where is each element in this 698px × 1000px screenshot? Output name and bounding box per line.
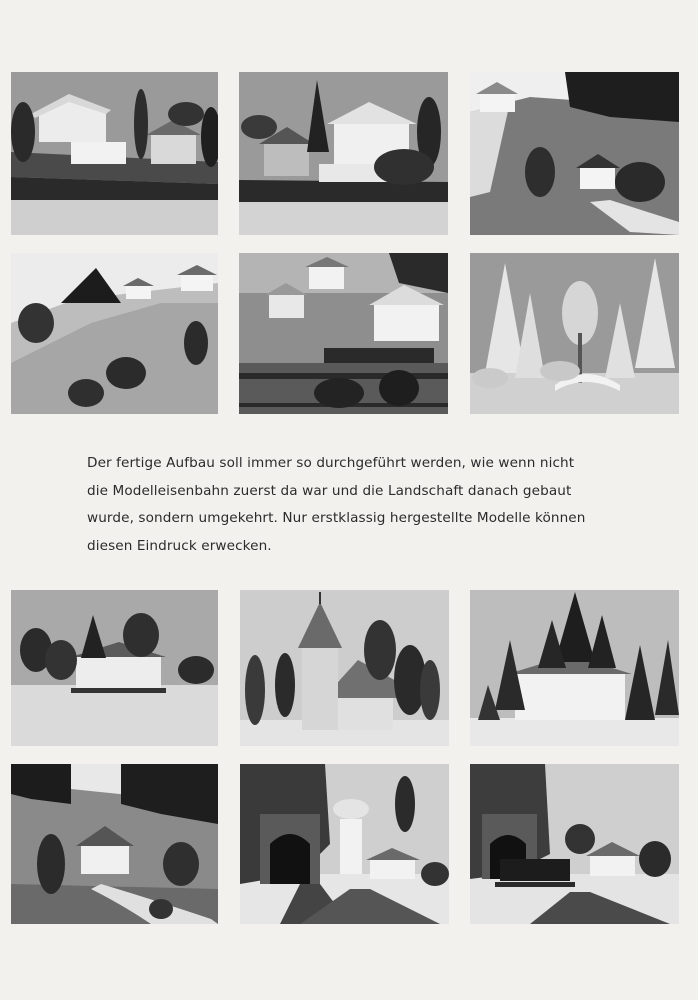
photo-snowy-trees-bridge	[470, 253, 679, 414]
photo-church	[240, 590, 449, 746]
caption-line: die Modelleisenbahn zuerst da war und die Landschaft danach gebaut	[87, 482, 572, 499]
caption-text	[87, 450, 627, 560]
photo-farmhouse-with-trees	[11, 590, 218, 746]
photo-house-on-hill	[11, 764, 218, 924]
photo-hillside-houses	[470, 72, 679, 235]
photo-chalet-with-firs	[470, 590, 679, 746]
caption-line: Der fertige Aufbau soll immer so durchgeführt werden, wie wenn nicht	[87, 455, 575, 471]
photo-villa-with-trees	[239, 72, 448, 235]
photo-houses-on-base	[11, 72, 218, 235]
caption-line: diesen Eindruck erwecken.	[87, 537, 272, 554]
photo-town-with-train	[239, 253, 448, 414]
photo-tunnel-and-water-tower	[240, 764, 449, 924]
caption-line: wurde, sondern umgekehrt. Nur erstklassig hergestellte Modelle können	[87, 510, 586, 526]
photo-tunnel-with-locomotive	[470, 764, 679, 924]
photo-hill-with-meadow	[11, 253, 218, 414]
